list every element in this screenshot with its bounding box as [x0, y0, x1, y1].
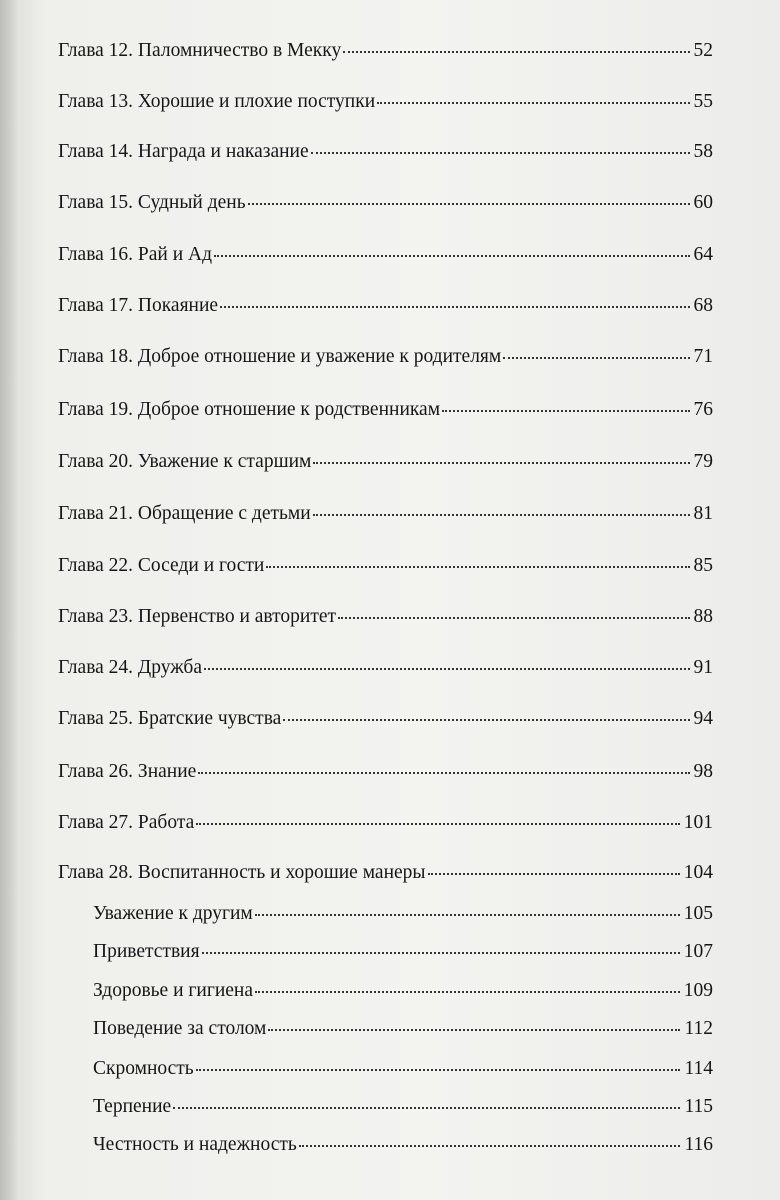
toc-entry-page: 109 [683, 980, 713, 1001]
toc-entry-chapter-23 [58, 605, 713, 629]
toc-subentry-health [93, 979, 713, 1003]
toc-entry-chapter-26 [58, 760, 713, 784]
toc-entry-title: Терпение [93, 1096, 172, 1117]
toc-entry-chapter-16 [58, 243, 713, 267]
dot-leader [196, 1069, 681, 1071]
toc-entry-title: Глава 12. Паломничество в Мекку [58, 40, 342, 61]
toc-entry-chapter-15 [58, 191, 713, 215]
toc-entry-page: 107 [683, 941, 713, 962]
toc-entry-chapter-20 [58, 450, 713, 474]
toc-entry-chapter-27 [58, 811, 713, 835]
toc-entry-title: Глава 25. Братские чувства [58, 708, 282, 729]
toc-entry-title: Поведение за столом [93, 1018, 267, 1039]
dot-leader [266, 566, 689, 568]
toc-entry-chapter-25 [58, 707, 713, 731]
toc-entry-page: 58 [693, 141, 713, 162]
toc-entry-page: 116 [684, 1134, 713, 1155]
toc-entry-page: 98 [693, 761, 713, 782]
toc-entry-title: Глава 23. Первенство и авторитет [58, 606, 337, 627]
toc-entry-page: 114 [684, 1058, 713, 1079]
dot-leader [428, 873, 680, 875]
toc-entry-title: Глава 20. Уважение к старшим [58, 451, 312, 472]
toc-entry-page: 85 [693, 555, 713, 576]
dot-leader [196, 823, 679, 825]
dot-leader [220, 306, 689, 308]
toc-entry-title: Глава 22. Соседи и гости [58, 555, 265, 576]
toc-entry-page: 105 [683, 903, 713, 924]
toc-entry-page: 91 [693, 657, 713, 678]
toc-entry-title: Глава 28. Воспитанность и хорошие манеры [58, 862, 426, 883]
dot-leader [248, 203, 690, 205]
toc-entry-chapter-17 [58, 294, 713, 318]
toc-entry-title: Уважение к другим [93, 903, 253, 924]
toc-entry-page: 76 [693, 399, 713, 420]
dot-leader [283, 719, 689, 721]
toc-entry-page: 104 [683, 862, 713, 883]
toc-entry-page: 88 [693, 606, 713, 627]
toc-entry-chapter-24 [58, 656, 713, 680]
dot-leader [377, 102, 689, 104]
toc-entry-page: 71 [693, 346, 713, 367]
toc-entry-chapter-12 [58, 39, 713, 63]
toc-subentry-patience [93, 1095, 713, 1119]
dot-leader [503, 357, 689, 359]
toc-entry-title: Глава 26. Знание [58, 761, 197, 782]
dot-leader [202, 952, 680, 954]
toc-entry-chapter-18 [58, 345, 713, 369]
toc-entry-page: 68 [693, 295, 713, 316]
dot-leader [255, 991, 680, 993]
toc-entry-page: 101 [683, 812, 713, 833]
toc-entry-chapter-13 [58, 90, 713, 114]
dot-leader [299, 1145, 681, 1147]
dot-leader [343, 51, 689, 53]
toc-entry-title: Глава 24. Дружба [58, 657, 203, 678]
toc-entry-title: Честность и надежность [93, 1134, 297, 1155]
toc-entry-page: 60 [693, 192, 713, 213]
dot-leader [338, 617, 689, 619]
toc-entry-title: Глава 18. Доброе отношение и уважение к родителям [58, 346, 502, 367]
toc-entry-page: 112 [684, 1018, 713, 1039]
toc-entry-chapter-19 [58, 398, 713, 422]
toc-entry-chapter-28 [58, 861, 713, 885]
toc-entry-page: 64 [693, 244, 713, 265]
dot-leader [442, 410, 689, 412]
toc-entry-title: Глава 16. Рай и Ад [58, 244, 213, 265]
toc-entry-title: Глава 19. Доброе отношение к родственникам [58, 399, 441, 420]
dot-leader [255, 914, 680, 916]
dot-leader [311, 152, 690, 154]
dot-leader [313, 514, 690, 516]
toc-entry-title: Глава 27. Работа [58, 812, 195, 833]
toc-entry-title: Глава 17. Покаяние [58, 295, 219, 316]
toc-subentry-table-manners [93, 1017, 713, 1041]
toc-entry-page: 81 [693, 503, 713, 524]
toc-entry-title: Глава 13. Хорошие и плохие поступки [58, 91, 376, 112]
toc-entry-page: 115 [684, 1096, 713, 1117]
dot-leader [198, 772, 689, 774]
dot-leader [268, 1029, 680, 1031]
toc-entry-title: Глава 14. Награда и наказание [58, 141, 309, 162]
toc-entry-title: Скромность [93, 1058, 194, 1079]
toc-entry-page: 79 [693, 451, 713, 472]
toc-entry-page: 52 [693, 40, 713, 61]
toc-entry-chapter-21 [58, 502, 713, 526]
dot-leader [204, 668, 689, 670]
toc-entry-page: 55 [693, 91, 713, 112]
toc-subentry-respect [93, 902, 713, 926]
toc-subentry-greetings [93, 940, 713, 964]
toc-subentry-honesty [93, 1133, 713, 1157]
toc-entry-title: Приветствия [93, 941, 200, 962]
toc-entry-title: Здоровье и гигиена [93, 980, 254, 1001]
toc-entry-chapter-22 [58, 554, 713, 578]
dot-leader [173, 1107, 680, 1109]
toc-entry-title: Глава 15. Судный день [58, 192, 246, 213]
toc-subentry-modesty [93, 1057, 713, 1081]
dot-leader [313, 462, 689, 464]
toc-entry-page: 94 [693, 708, 713, 729]
toc-entry-chapter-14 [58, 140, 713, 164]
toc-entry-title: Глава 21. Обращение с детьми [58, 503, 311, 524]
dot-leader [214, 255, 689, 257]
